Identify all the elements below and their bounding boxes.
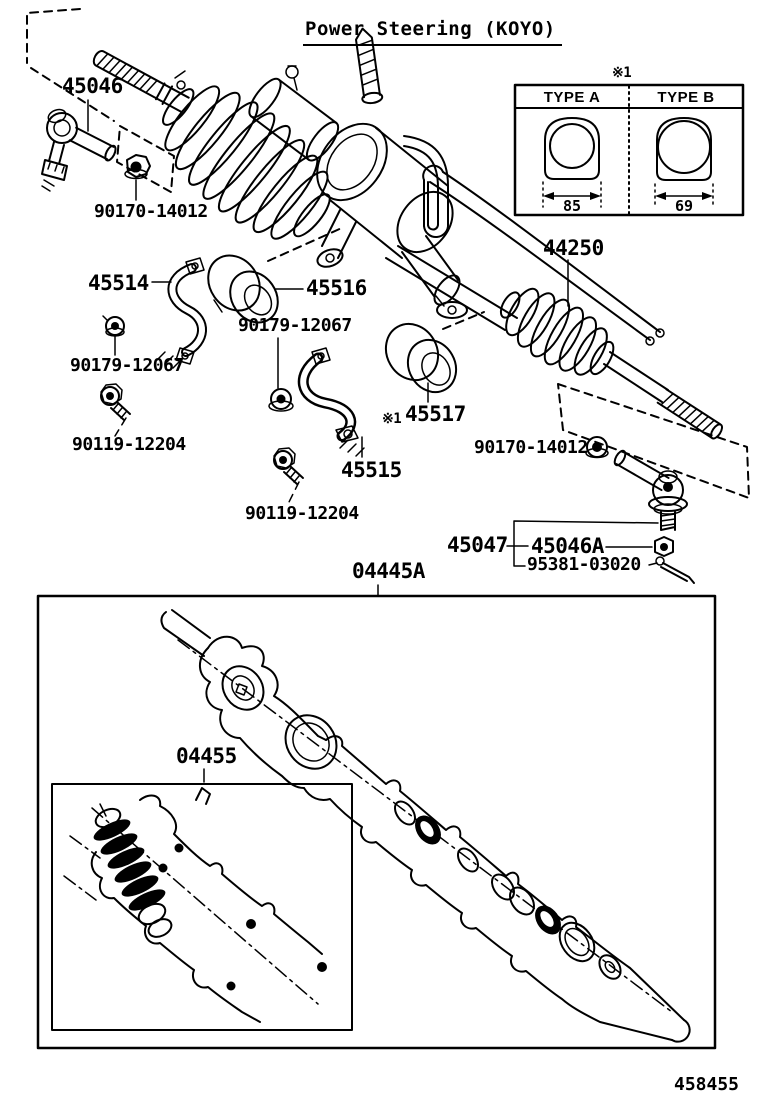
bolt-center	[274, 448, 303, 504]
valve-seal-kit-outline	[64, 788, 327, 1022]
clamp-45515	[303, 348, 364, 456]
rack-end-right-threads	[604, 352, 724, 440]
nut-right-90170	[586, 437, 608, 458]
tie-rod-end-left	[42, 107, 118, 191]
part-label-90119-12204-left: 90119-12204	[72, 434, 186, 455]
dimension-type-a: 85	[562, 197, 582, 215]
boot-clamp-ear	[175, 71, 185, 89]
part-label-45047: 45047	[447, 533, 508, 557]
part-note-45517: ※1	[382, 411, 402, 427]
part-label-95381-03020: 95381-03020	[527, 554, 641, 575]
grommet-nut-left	[103, 316, 124, 336]
nut-45046A	[655, 537, 673, 556]
part-label-45046: 45046	[62, 74, 123, 98]
nut-left-90170	[125, 155, 150, 179]
grommet-nut-center	[269, 389, 293, 411]
kit-box-inner	[52, 784, 352, 1030]
part-label-45046A: 45046A	[531, 534, 604, 558]
part-label-90170-14012-right: 90170-14012	[474, 437, 588, 458]
valve-housing	[244, 27, 467, 318]
part-label-44250: 44250	[543, 236, 604, 260]
bolt-left	[101, 384, 130, 436]
bushing-45517	[376, 314, 466, 400]
part-label-90170-14012-left: 90170-14012	[94, 201, 208, 222]
grommet-type-a	[545, 118, 599, 179]
part-label-90179-12067-left: 90179-12067	[70, 355, 184, 376]
part-label-04445A: 04445A	[352, 559, 425, 583]
kit-box-outer	[38, 596, 715, 1048]
clamp-45514	[157, 258, 204, 368]
dimension-type-b: 69	[674, 197, 694, 215]
part-label-04455: 04455	[176, 744, 237, 768]
part-label-45515: 45515	[341, 458, 402, 482]
figure-code: 458455	[674, 1074, 740, 1095]
part-label-90179-12067-center: 90179-12067	[238, 315, 352, 336]
steering-gear-gasket-kit-outline	[161, 610, 689, 1042]
part-label-45517: 45517	[405, 402, 466, 426]
page-title: Power Steering (KOYO)	[303, 20, 562, 46]
part-label-45514: 45514	[88, 271, 149, 295]
table-note: ※1	[612, 65, 632, 81]
table-header-type-b: TYPE B	[657, 89, 715, 106]
part-label-45516: 45516	[306, 276, 367, 300]
cotter-pin	[656, 557, 694, 583]
grommet-type-b	[657, 118, 711, 180]
part-label-90119-12204-center: 90119-12204	[245, 503, 359, 524]
table-header-type-a: TYPE A	[543, 89, 601, 106]
